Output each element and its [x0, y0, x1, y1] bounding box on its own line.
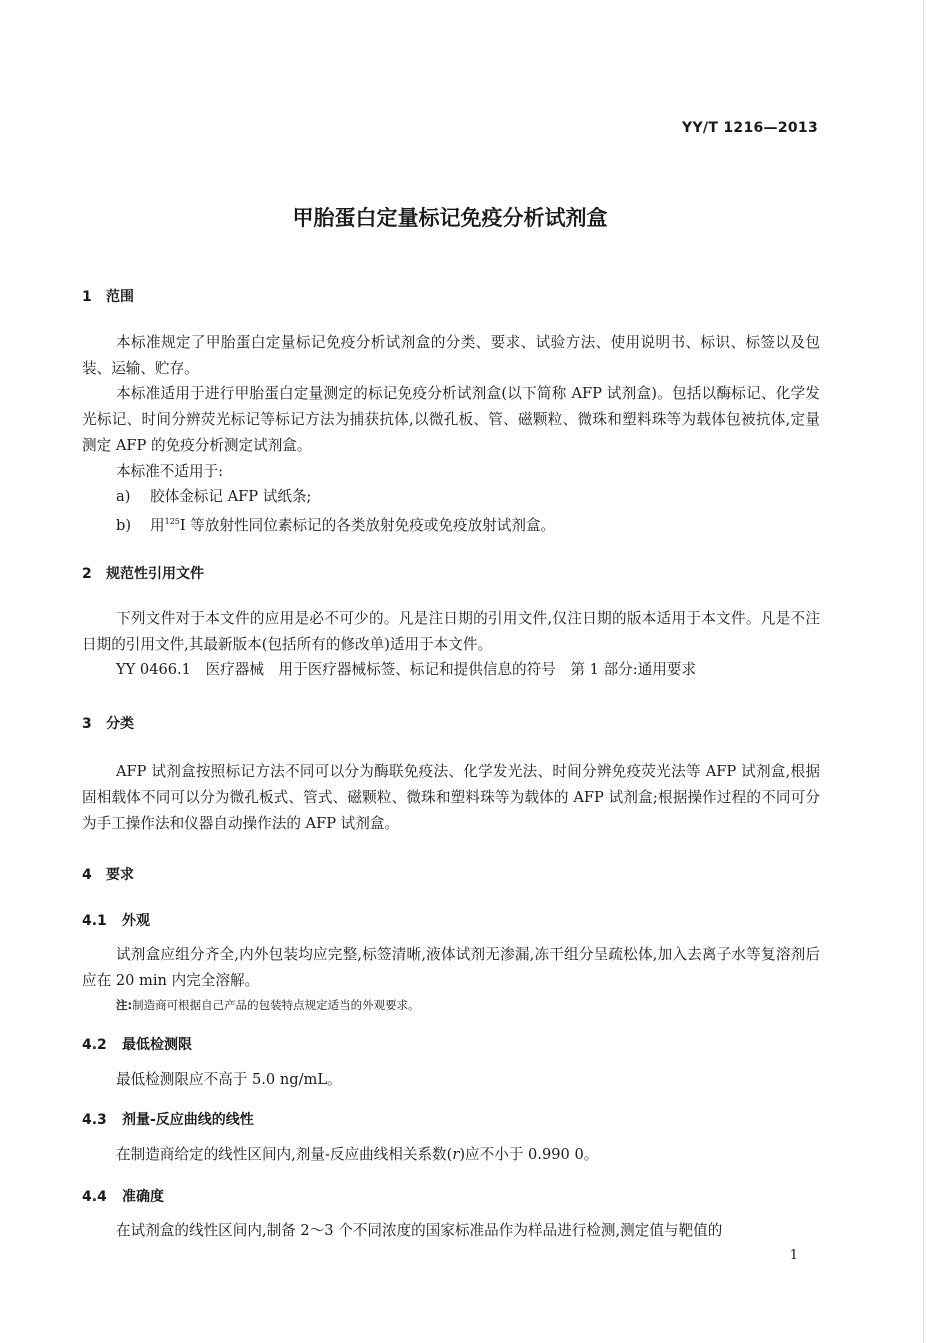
section-4-1-heading: [82, 910, 150, 930]
section-2-heading: [82, 563, 204, 583]
section-title: 剂量-反应曲线的线性: [122, 1112, 254, 1128]
linearity-text-pre: 在制造商给定的线性区间内,剂量-反应曲线相关系数(: [116, 1146, 453, 1163]
section-3-heading: [82, 713, 134, 733]
note-text: 制造商可根据自己产品的包装特点规定适当的外观要求。: [132, 998, 420, 1012]
section-title: 要求: [106, 867, 134, 883]
appearance-paragraph: 试剂盒应组分齐全,内外包装均应完整,标签清晰,液体试剂无渗漏,冻干组分呈疏松体,加入去离子水等复溶剂后应在 20 min 内完全溶解。: [82, 946, 820, 989]
correlation-variable: r: [452, 1146, 460, 1163]
appearance-note: [116, 997, 420, 1013]
list-item-text: 胶体金标记 AFP 试纸条;: [150, 488, 312, 505]
isotope-superscript: 125: [164, 517, 180, 526]
section-number: 4: [82, 867, 92, 883]
section-1-heading: [82, 286, 134, 306]
section-number: 4.4: [82, 1189, 107, 1205]
document-title: 甲胎蛋白定量标记免疫分析试剂盒: [292, 206, 608, 230]
section-title: 范围: [106, 289, 134, 305]
section-number: 4.1: [82, 913, 107, 929]
section-number: 4.2: [82, 1037, 107, 1053]
document-code: YY/T 1216—2013: [682, 120, 818, 136]
list-marker: a): [116, 488, 131, 505]
section-title: 最低检测限: [122, 1037, 192, 1053]
list-item-text-post: I 等放射性同位素标记的各类放射免疫或免疫放射试剂盒。: [179, 517, 556, 534]
normative-references-paragraph: 下列文件对于本文件的应用是必不可少的。凡是注日期的引用文件,仅注日期的版本适用于本文件。凡是不注日期的引用文件,其最新版本(包括所有的修改单)适用于本文件。: [82, 610, 820, 653]
section-4-heading: [82, 864, 134, 884]
accuracy-paragraph: 在试剂盒的线性区间内,制备 2～3 个不同浓度的国家标准品作为样品进行检测,测定值与靶值的: [116, 1222, 723, 1239]
list-item-text-pre: 用: [150, 517, 165, 534]
note-label: 注:: [116, 998, 133, 1012]
section-4-4-heading: [82, 1186, 164, 1206]
page-number: 1: [789, 1248, 798, 1263]
scope-exclusion-intro: 本标准不适用于:: [116, 463, 224, 480]
scan-edge-line: [923, 0, 924, 1343]
classification-paragraph: AFP 试剂盒按照标记方法不同可以分为酶联免疫法、化学发光法、时间分辨免疫荧光法等 AFP 试剂盒,根据固相载体不同可以分为微孔板式、管式、磁颗粒、微珠和塑料珠等为载体的 AFP 试剂盒;根据操作过程的不同可分为手工操作法和仪器自动操作法的 AFP 试剂盒。: [82, 763, 820, 832]
detection-limit-paragraph: 最低检测限应不高于 5.0 ng/mL。: [116, 1071, 342, 1088]
scope-paragraph-2: 本标准适用于进行甲胎蛋白定量测定的标记免疫分析试剂盒(以下简称 AFP 试剂盒)。包括以酶标记、化学发光标记、时间分辨荧光标记等标记方法为捕获抗体,以微孔板、管、磁颗粒、微珠和塑料珠等为载体包被抗体,定量测定 AFP 的免疫分析测定试剂盒。: [82, 385, 820, 454]
linearity-text-post: )应不小于 0.990 0。: [459, 1146, 599, 1163]
section-title: 外观: [122, 913, 150, 929]
list-item-a: [116, 484, 311, 510]
section-title: 准确度: [122, 1189, 164, 1205]
section-4-3-heading: [82, 1109, 254, 1129]
list-marker: b): [116, 517, 132, 534]
section-number: 2: [82, 566, 92, 582]
reference-entry: YY 0466.1 医疗器械 用于医疗器械标签、标记和提供信息的符号 第 1 部分:通用要求: [116, 661, 697, 678]
list-item-b: [116, 509, 555, 539]
section-4-2-heading: [82, 1034, 192, 1054]
scope-paragraph-1: 本标准规定了甲胎蛋白定量标记免疫分析试剂盒的分类、要求、试验方法、使用说明书、标识、标签以及包装、运输、贮存。: [82, 334, 820, 377]
section-title: 规范性引用文件: [106, 566, 204, 582]
section-number: 4.3: [82, 1112, 107, 1128]
section-number: 1: [82, 289, 92, 305]
linearity-paragraph: [116, 1142, 598, 1168]
section-title: 分类: [106, 716, 134, 732]
section-number: 3: [82, 716, 92, 732]
